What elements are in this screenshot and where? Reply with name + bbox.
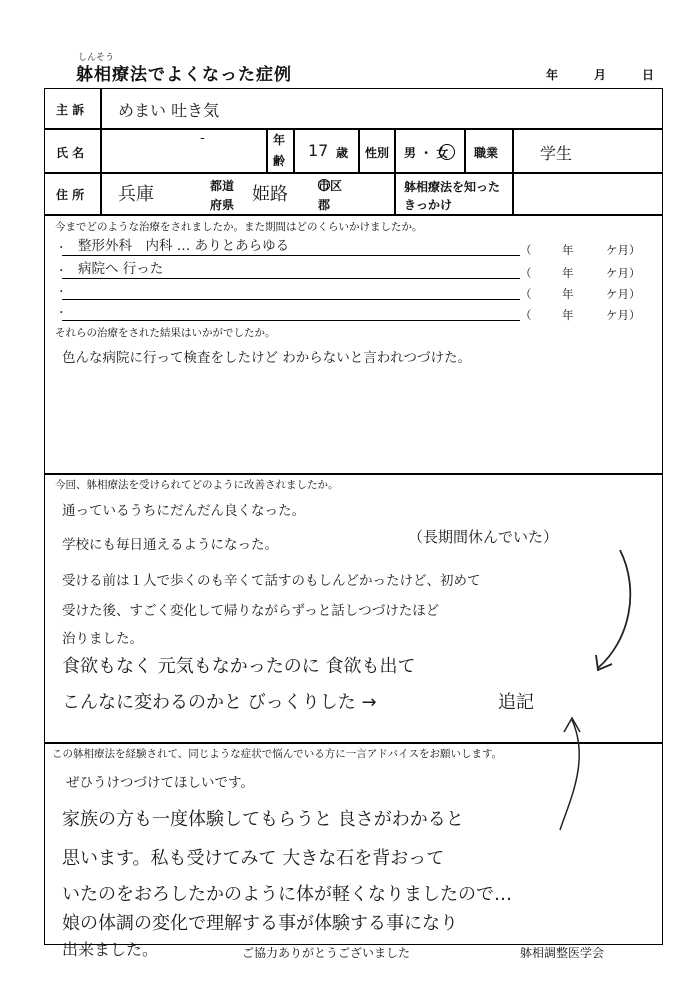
page-title: 躰相療法でよくなった症例 bbox=[76, 65, 292, 85]
city-suffix-bottom: 郡 bbox=[318, 198, 331, 212]
history-row-year: 年 bbox=[562, 266, 574, 280]
improvement-line: 通っているうちにだんだん良くなった。 bbox=[62, 503, 305, 519]
address-label: 住 所 bbox=[56, 188, 85, 202]
bullet: ・ bbox=[56, 265, 67, 277]
result-question: それらの治療をされた結果はいかがでしたか。 bbox=[55, 327, 276, 339]
advice-line: ぜひうけつづけてほしいです。 bbox=[66, 775, 254, 791]
organization-name: 躰相調整医学会 bbox=[520, 946, 605, 960]
prefecture-value: 兵庫 bbox=[118, 184, 154, 205]
referral-label-line1: 躰相療法を知った bbox=[404, 180, 501, 194]
history-row-year: 年 bbox=[562, 287, 574, 301]
age-label-top: 年 bbox=[273, 133, 286, 147]
history-row-months: ケ月） bbox=[606, 243, 641, 257]
title-ruby: しんそう bbox=[78, 53, 115, 63]
improvement-line: 学校にも毎日通えるようになった。 bbox=[62, 537, 278, 553]
occupation-value: 学生 bbox=[540, 144, 573, 163]
advice-big-line: 思います。私も受けてみて 大きな石を背おって bbox=[62, 848, 445, 869]
referral-label-line2: きっかけ bbox=[404, 198, 453, 212]
history-row-months: ケ月） bbox=[606, 287, 641, 301]
history-row-months: ケ月） bbox=[606, 266, 641, 280]
history-row-months: ケ月） bbox=[606, 308, 641, 322]
advice-big-line: 娘の体調の変化で理解する事が体験する事になり bbox=[62, 913, 458, 934]
year-label: 年 bbox=[546, 68, 559, 82]
result-answer: 色んな病院に行って検査をしたけど わからないと言われつづけた。 bbox=[62, 350, 472, 366]
sex-options: 男 ・ 女 bbox=[404, 146, 449, 160]
improvement-question: 今回、躰相療法を受けられてどのように改善されましたか。 bbox=[55, 479, 339, 491]
thanks-text: ご協力ありがとうございました bbox=[242, 946, 411, 960]
age-unit: 歳 bbox=[336, 146, 349, 160]
advice-big-line: 家族の方も一度体験してもらうと 良さがわかると bbox=[62, 809, 464, 830]
bullet: ・ bbox=[56, 307, 67, 319]
history-question: 今までどのような治療をされましたか。また期間はどのくらいかけましたか。 bbox=[55, 221, 423, 233]
bullet: ・ bbox=[56, 242, 67, 254]
advice-big-line: いたのをおろしたかのように体が軽くなりましたので… bbox=[62, 884, 512, 905]
improvement-line: 受けた後、すごく変化して帰りながらずっと話しつづけたほど bbox=[62, 603, 440, 619]
day-label: 日 bbox=[642, 68, 655, 82]
paren-open: （ bbox=[520, 287, 532, 301]
improvement-line: 受ける前は１人で歩くのも辛くて話すのもしんどかったけど、初めて bbox=[62, 573, 481, 589]
improvement-big-line: こんなに変わるのかと びっくりした → bbox=[62, 692, 377, 713]
pref-suffix-top: 都道 bbox=[210, 179, 235, 193]
improvement-line: 治りました。 bbox=[62, 631, 143, 647]
sex-label: 性別 bbox=[365, 146, 390, 160]
improvement-big-line: 食欲もなく 元気もなかったのに 食欲も出て bbox=[62, 656, 416, 677]
name-label: 氏 名 bbox=[56, 146, 85, 160]
paren-open: （ bbox=[520, 243, 532, 257]
improvement-note: （長期間休んでいた） bbox=[408, 528, 559, 546]
age-label-bottom: 齢 bbox=[273, 154, 286, 168]
paren-open: （ bbox=[520, 308, 532, 322]
age-value: 17 bbox=[308, 141, 329, 160]
advice-question: この躰相療法を経験されて、同じような症状で悩んでいる方に一言アドバイスをお願いします。 bbox=[52, 748, 503, 760]
addendum-mark: 追記 bbox=[498, 692, 534, 713]
occupation-label: 職業 bbox=[474, 146, 499, 160]
advice-big-line: 出来ました。 bbox=[62, 940, 159, 959]
history-row-year: 年 bbox=[562, 308, 574, 322]
bullet: ・ bbox=[56, 286, 67, 298]
paren-open: （ bbox=[520, 266, 532, 280]
history-row-text: 整形外科 内科 … ありとあらゆる bbox=[78, 238, 290, 254]
month-label: 月 bbox=[594, 68, 607, 82]
pref-suffix-bottom: 府県 bbox=[210, 198, 235, 212]
city-value: 姫路 bbox=[252, 184, 288, 205]
complaint-label: 主 訴 bbox=[56, 103, 85, 117]
city-suffix-top: 市区 bbox=[318, 179, 343, 193]
history-row-text: 病院へ 行った bbox=[78, 261, 164, 277]
name-value: - bbox=[200, 130, 205, 146]
complaint-value: めまい 吐き気 bbox=[118, 101, 220, 120]
history-row-year: 年 bbox=[562, 243, 574, 257]
